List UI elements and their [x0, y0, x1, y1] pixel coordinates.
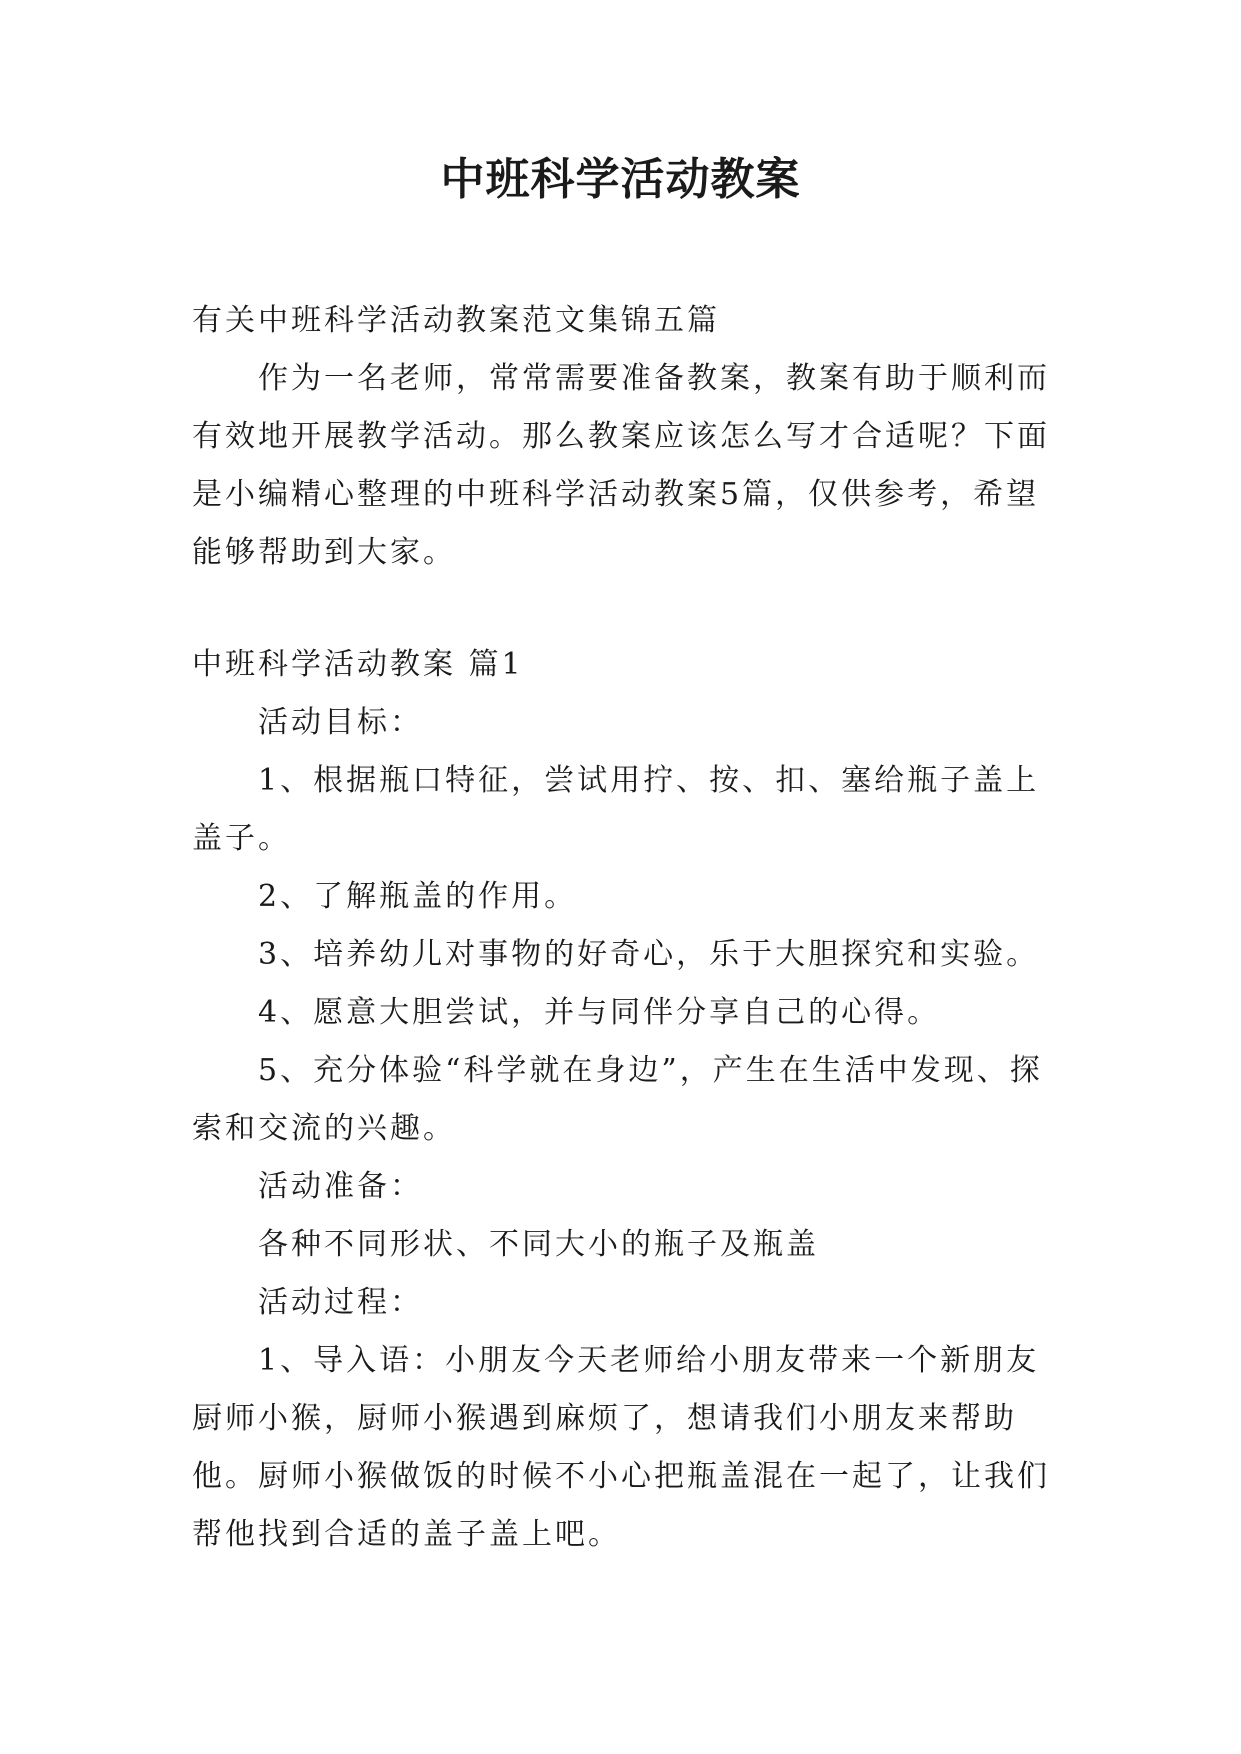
intro-heading: 有关中班科学活动教案范文集锦五篇	[192, 303, 720, 338]
goal-item-4: 4、愿意大胆尝试，并与同伴分享自己的心得。	[258, 995, 941, 1030]
goals-label: 活动目标：	[258, 705, 423, 740]
goal-item-2: 2、了解瓶盖的作用。	[258, 879, 578, 914]
prep-label: 活动准备：	[258, 1169, 423, 1204]
goal-item-1: 1、根据瓶口特征，尝试用拧、按、扣、塞给瓶子盖上盖子。	[192, 763, 1040, 856]
prep-text: 各种不同形状、不同大小的瓶子及瓶盖	[258, 1227, 819, 1262]
goal-item-5: 5、充分体验“科学就在身边”，产生在生活中发现、探索和交流的兴趣。	[192, 1053, 1043, 1146]
process-step-1: 1、导入语：小朋友今天老师给小朋友带来一个新朋友厨师小猴，厨师小猴遇到麻烦了，想请我们小朋友来帮助他。厨师小猴做饭的时候不小心把瓶盖混在一起了，让我们帮他找到合适的盖子盖上吧。	[192, 1343, 1050, 1552]
intro-paragraph: 作为一名老师，常常需要准备教案，教案有助于顺利而有效地开展教学活动。那么教案应该怎么写才合适呢？下面是小编精心整理的中班科学活动教案5篇，仅供参考，希望能够帮助到大家。	[192, 361, 1050, 570]
section-block	[192, 636, 1052, 1564]
document-title: 中班科学活动教案	[440, 154, 801, 205]
intro-block	[192, 292, 1052, 582]
section-heading: 中班科学活动教案 篇1	[192, 647, 524, 682]
process-label: 活动过程：	[258, 1285, 423, 1320]
goal-item-3: 3、培养幼儿对事物的好奇心，乐于大胆探究和实验。	[258, 937, 1040, 972]
